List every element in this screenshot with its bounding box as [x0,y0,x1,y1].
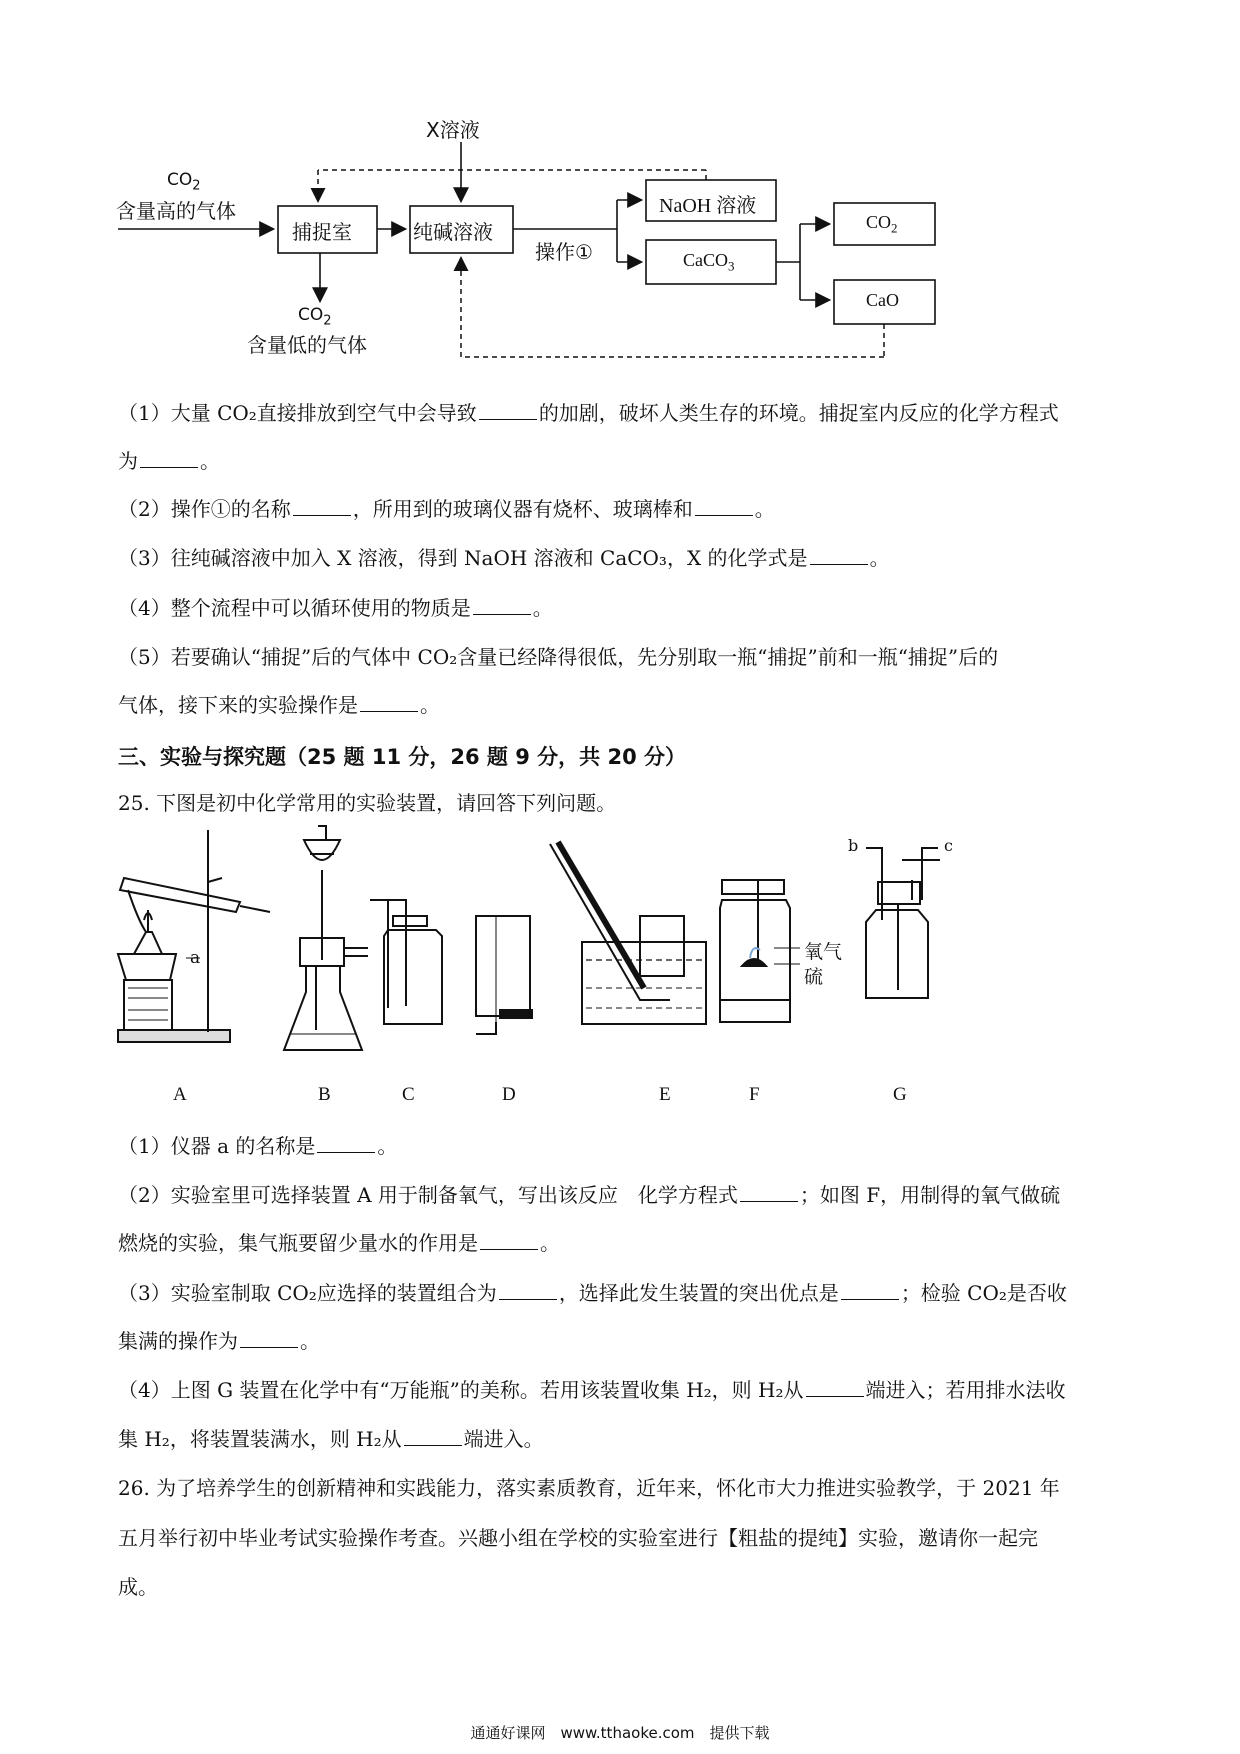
instrument-a-label: a [190,948,201,968]
answer-blank[interactable] [140,449,198,468]
answer-blank[interactable] [293,497,351,516]
q24-1-text-c: 为 [118,449,138,473]
apparatus-b [284,826,368,1050]
q25-4-text-d: 端进入。 [463,1427,544,1451]
q25-2-text-a: （2）实验室里可选择装置 A 用于制备氧气，写出该反应 化学方程式 [118,1183,738,1207]
q25-4-line2 [118,1426,544,1452]
q25-3-text-c: ；检验 CO₂是否收 [900,1281,1067,1305]
apparatus-a [118,830,270,1042]
period: 。 [300,1329,320,1353]
q24-1-text-a: （1）大量 CO₂直接排放到空气中会导致 [118,401,477,425]
lab-apparatus-figure [0,820,1240,1070]
q24-5-text-b: 气体，接下来的实验操作是 [118,693,358,717]
q25-2-text-b: ；如图 F，用制得的氧气做硫 [799,1183,1061,1207]
q25-3-line1 [118,1280,1067,1306]
apparatus-label-f: F [749,1084,760,1105]
low-co2-gas-label: 含量低的气体 [247,333,367,357]
q25-4-line1 [118,1377,1066,1403]
apparatus-label-b: B [318,1084,331,1105]
apparatus-label-g: G [893,1084,907,1105]
apparatus-g [866,848,940,998]
x-solution-label: X溶液 [426,118,480,142]
period: 。 [420,693,440,717]
co2-in-label: $CO_2$ [167,170,201,194]
co2-out-text: CO [298,305,324,325]
oxygen-label: 氧气 [804,941,843,963]
sulfur-label: 硫 [804,966,824,988]
apparatus-label-c: C [402,1084,415,1105]
caco3-label: CaCO$_3$ [683,250,735,274]
high-co2-gas-label: 含量高的气体 [116,199,236,223]
answer-blank[interactable] [740,1183,798,1202]
q24-2-text-b: ，所用到的玻璃仪器有烧杯、玻璃棒和 [352,497,693,521]
cao-box-label: CaO [866,290,899,310]
q25-2-line2 [118,1230,560,1256]
q25-4-text-b: 端进入；若用排水法收 [865,1378,1066,1402]
answer-blank[interactable] [479,401,537,420]
port-b-label: b [848,836,859,855]
q25-1 [118,1133,397,1159]
q24-3 [118,545,890,571]
co2-box-text: CO [866,212,892,232]
naoh-label: NaOH 溶液 [659,195,757,217]
co2-out-label: $CO_2$ [298,305,332,329]
q26-line1: 26. 为了培养学生的创新精神和实践能力，落实素质教育，近年来，怀化市大力推进实验教学，于 2021 年 [118,1476,1060,1500]
co2-in-text: CO [167,170,193,190]
q24-4 [118,595,553,621]
apparatus-e [550,842,706,1024]
q25-3-text-a: （3）实验室制取 CO₂应选择的装置组合为 [118,1281,497,1305]
answer-blank[interactable] [473,596,531,615]
apparatus-d [476,916,532,1034]
q25-2-text-c: 燃烧的实验，集气瓶要留少量水的作用是 [118,1231,478,1255]
answer-blank[interactable] [404,1427,462,1446]
operation-label: 操作① [535,240,593,264]
apparatus-label-a: A [173,1084,187,1105]
answer-blank[interactable] [317,1134,375,1153]
q25-3-line2 [118,1328,320,1354]
port-c-label: c [944,836,953,855]
q25-2-line1 [118,1182,1060,1208]
answer-blank[interactable] [806,1378,864,1397]
section-title: 三、实验与探究题（25 题 11 分，26 题 9 分，共 20 分） [118,745,686,769]
apparatus-label-d: D [502,1084,516,1105]
answer-blank[interactable] [841,1281,899,1300]
period: 。 [754,497,775,521]
q24-2 [118,496,775,522]
q25-4-text-a: （4）上图 G 装置在化学中有“万能瓶”的美称。若用该装置收集 H₂，则 H₂从 [118,1378,804,1402]
q24-1-line2 [118,448,220,474]
answer-blank[interactable] [240,1329,298,1348]
q24-1-text-b: 的加剧，破坏人类生存的环境。捕捉室内反应的化学方程式 [538,401,1059,425]
footer-source: 通通好课网 www.tthaoke.com 提供下载 [470,1724,770,1742]
answer-blank[interactable] [480,1231,538,1250]
q25-3-text-d: 集满的操作为 [118,1329,238,1353]
period: 。 [540,1231,560,1255]
q24-3-text: （3）往纯碱溶液中加入 X 溶液，得到 NaOH 溶液和 CaCO₃，X 的化学式是 [118,546,808,570]
q24-5-line1 [118,644,998,670]
soda-solution-label: 纯碱溶液 [413,220,493,244]
q26-line3: 成。 [118,1575,158,1599]
apparatus-label-e: E [659,1084,671,1105]
answer-blank[interactable] [360,693,418,712]
answer-blank[interactable] [499,1281,557,1300]
period: 。 [200,449,220,473]
apparatus-f [720,880,800,1022]
q25-1-text: （1）仪器 a 的名称是 [118,1134,316,1158]
q26-line2: 五月举行初中毕业考试实验操作考查。兴趣小组在学校的实验室进行【粗盐的提纯】实验，邀请你一起完 [118,1526,1038,1550]
answer-blank[interactable] [810,546,868,565]
q24-4-text: （4）整个流程中可以循环使用的物质是 [118,596,471,620]
caco3-text: CaCO [683,250,728,270]
period: 。 [377,1134,398,1158]
q25-intro: 25. 下图是初中化学常用的实验装置，请回答下列问题。 [118,791,617,815]
q24-2-text-a: （2）操作①的名称 [118,497,291,521]
q24-5-text-a: （5）若要确认“捕捉”后的气体中 CO₂含量已经降得很低，先分别取一瓶“捕捉”前和一瓶“捕捉”后的 [118,645,999,669]
apparatus-c [370,900,442,1024]
q24-1-line1 [118,400,1059,426]
period: 。 [869,546,890,570]
capture-room-label: 捕捉室 [292,220,352,244]
co2-box-label: $CO_2$ [866,212,898,236]
answer-blank[interactable] [695,497,753,516]
q25-4-text-c: 集 H₂，将装置装满水，则 H₂从 [118,1427,402,1451]
q25-3-text-b: ，选择此发生装置的突出优点是 [558,1281,839,1305]
q24-5-line2 [118,692,440,718]
period: 。 [532,596,553,620]
